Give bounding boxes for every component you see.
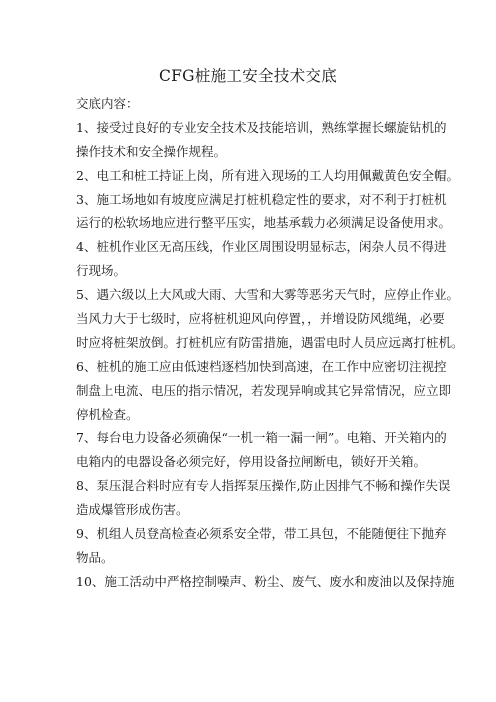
paragraph-line: 停机检查。 (76, 406, 139, 422)
paragraph-line: 9、机组人员登高检查必须系安全带，带工具包，不能随便往下抛弃 (76, 526, 447, 542)
paragraph-line: 运行的松软场地应进行整平压实，地基承载力必须满足设备使用求。 (76, 215, 452, 231)
paragraph-line: 交底内容： (76, 96, 139, 111)
paragraph-line: 7、每台电力设备必须确保“一机一箱一漏一闸”。电箱、开关箱内的 (76, 430, 447, 446)
paragraph-line: 3、施工场地如有坡度应满足打桩机稳定性的要求，对不利于打桩机 (76, 191, 447, 207)
paragraph-line: 10、施工活动中严格控制噪声、粉尘、废气、废水和废油以及保持施 (76, 573, 455, 589)
paragraph-line: 6、桩机的施工应由低速档逐档加快到高速，在工作中应密切注视控 (76, 358, 447, 374)
paragraph-line: 造成爆管形成伤害。 (76, 502, 189, 518)
document-body (76, 92, 464, 594)
paragraph-line: 电箱内的电器设备必须完好，停用设备拉闸断电，锁好开关箱。 (76, 454, 427, 470)
paragraph-line: 操作技术和安全操作规程。 (76, 143, 227, 159)
paragraph-line: 时应将桩架放倒。打桩机应有防雷措施，遇雷电时人员应远离打桩机。 (76, 334, 464, 350)
paragraph-line: 8、泵压混合料时应有专人指挥泵压操作,防止因排气不畅和操作失误 (76, 478, 451, 494)
paragraph-line: 1、接受过良好的专业安全技术及技能培训，熟练掌握长螺旋钻机的 (76, 119, 447, 135)
paragraph-line: 制盘上电流、电压的指示情况，若发现异响或其它异常情况，应立即 (76, 382, 452, 398)
paragraph-line: 物品。 (76, 549, 114, 565)
paragraph-line: 5、遇六级以上大风或大雨、大雪和大雾等恶劣天气时，应停止作业。 (76, 287, 459, 303)
paragraph-line: 2、电工和桩工持证上岗，所有进入现场的工人均用佩戴黄色安全帽。 (76, 167, 459, 183)
document-title: CFG桩施工安全技术交底 (158, 67, 338, 85)
paragraph-line: 4、桩机作业区无高压线，作业区周围设明显标志，闲杂人员不得进 (76, 239, 447, 255)
paragraph-line: 当风力大于七级时，应将桩机迎风向停置，，并增设防风缆绳，必要 (76, 311, 445, 327)
paragraph-line: 行现场。 (76, 263, 127, 279)
